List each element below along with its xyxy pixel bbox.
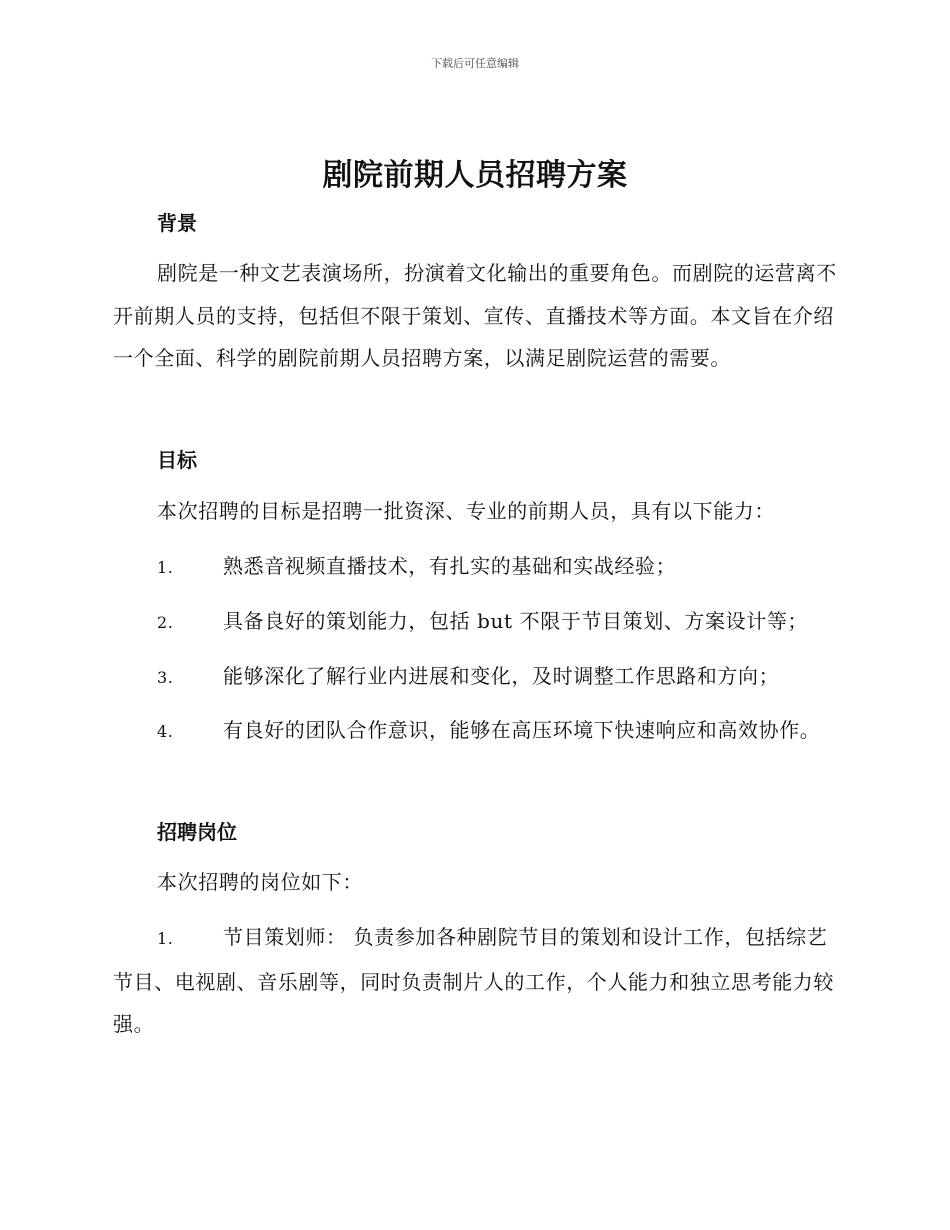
goal-item bbox=[113, 709, 841, 754]
goal-item-text: 有良好的团队合作意识，能够在高压环境下快速响应和高效协作。 bbox=[223, 718, 821, 742]
position-item bbox=[113, 916, 841, 1046]
header-note: 下载后可任意编辑 bbox=[431, 57, 519, 70]
goal-item-number: 2. bbox=[157, 613, 174, 632]
goal-item-number: 4. bbox=[157, 722, 174, 741]
goal-item-text: 具备良好的策划能力，包括 but 不限于节目策划、方案设计等； bbox=[223, 609, 809, 633]
heading-positions: 招聘岗位 bbox=[157, 820, 237, 844]
heading-goal: 目标 bbox=[157, 448, 197, 472]
heading-background: 背景 bbox=[157, 211, 197, 235]
document-title: 剧院前期人员招聘方案 bbox=[322, 158, 628, 193]
position-item-number: 1. bbox=[157, 929, 174, 948]
background-paragraph: 剧院是一种文艺表演场所，扮演着文化输出的重要角色。而剧院的运营离不开前期人员的支持，包括但不限于策划、宣传、直播技术等方面。本文旨在介绍一个全面、科学的剧院前期人员招聘方案，以满足剧院运营的需要。 bbox=[113, 261, 837, 370]
goal-item-text: 能够深化了解行业内进展和变化，及时调整工作思路和方向； bbox=[223, 664, 780, 688]
goal-item-number: 3. bbox=[157, 668, 174, 687]
goal-intro: 本次招聘的目标是招聘一批资深、专业的前期人员，具有以下能力： bbox=[157, 499, 775, 523]
positions-intro: 本次招聘的岗位如下： bbox=[157, 870, 363, 894]
goal-item bbox=[113, 655, 841, 700]
goal-item-number: 1. bbox=[157, 558, 174, 577]
goal-item bbox=[113, 545, 841, 590]
goal-item bbox=[113, 600, 841, 645]
goal-item-text: 熟悉音视频直播技术，有扎实的基础和实战经验； bbox=[223, 554, 677, 578]
position-item-text: 节目策划师： 负责参加各种剧院节目的策划和设计工作，包括综艺节目、电视剧、音乐剧等，同时负责制片人的工作，个人能力和独立思考能力较强。 bbox=[113, 925, 834, 1036]
